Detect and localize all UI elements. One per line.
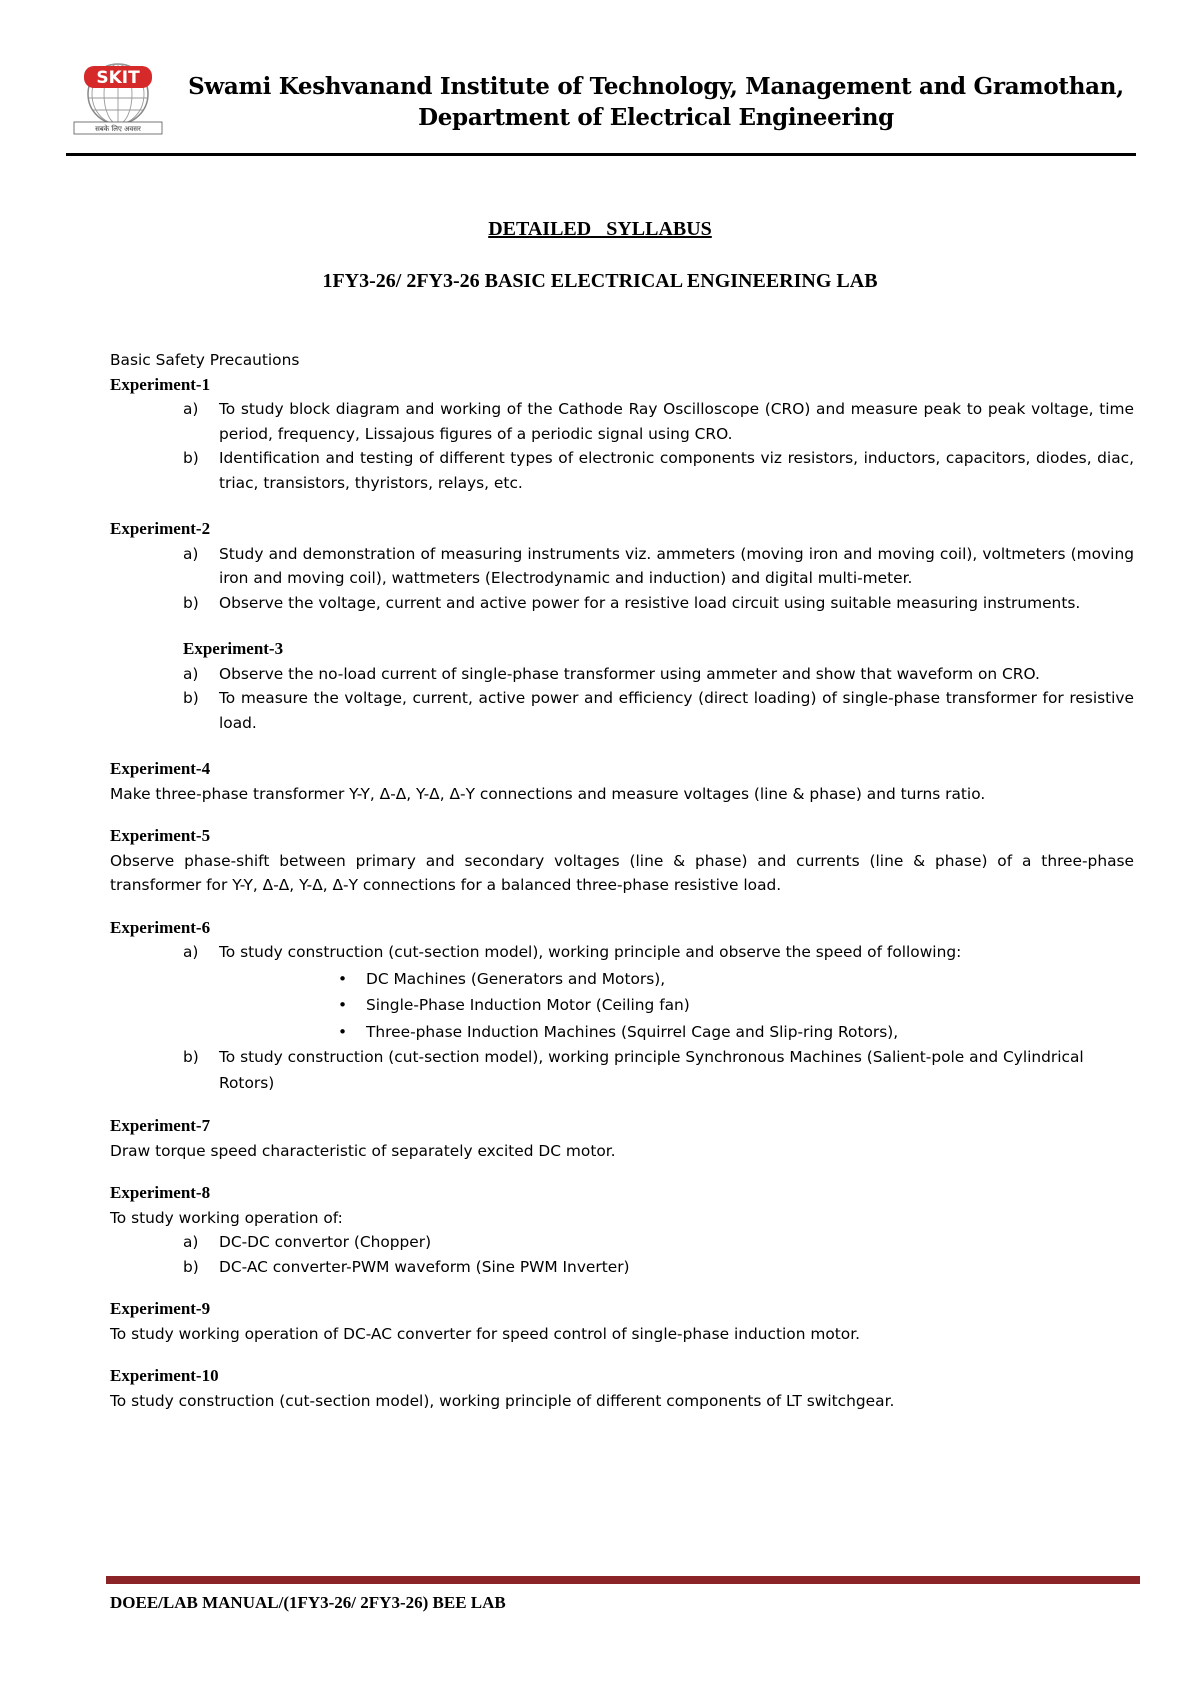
item-marker: a) bbox=[183, 943, 199, 961]
item-text: Observe the no-load current of single-phase transformer using ammeter and show that waveform on CRO. bbox=[219, 664, 1040, 683]
list-item bbox=[110, 1255, 1134, 1280]
item-text: To study block diagram and working of the Cathode Ray Oscilloscope (CRO) and measure peak to peak voltage, time period, frequency, Lissajous figures of a periodic signal using CRO. bbox=[219, 400, 1134, 443]
course-title: 1FY3-26/ 2FY3-26 BASIC ELECTRICAL ENGINEERING LAB bbox=[322, 270, 878, 292]
header-divider bbox=[66, 153, 1136, 156]
bullet-symbol: • bbox=[338, 996, 348, 1014]
institute-heading bbox=[176, 71, 1136, 133]
list-item bbox=[110, 940, 1134, 965]
item-text: DC-AC converter-PWM waveform (Sine PWM Inverter) bbox=[219, 1257, 630, 1276]
list-item bbox=[110, 397, 1134, 446]
list-item bbox=[110, 446, 1134, 495]
item-marker: a) bbox=[183, 664, 199, 683]
item-marker: b) bbox=[183, 1257, 199, 1276]
item-text: Study and demonstration of measuring instruments viz. ammeters (moving iron and moving coil), voltmeters (moving iron and moving coil), wattmeters (Electrodynamic and induction) and digital multi-meter. bbox=[219, 544, 1134, 587]
list-item bbox=[110, 591, 1134, 616]
item-text: To measure the voltage, current, active power and efficiency (direct loading) of single-phase transformer for resistive load. bbox=[219, 689, 1134, 732]
item-marker: b) bbox=[183, 1048, 199, 1066]
item-marker: a) bbox=[183, 1233, 199, 1251]
list-item bbox=[110, 1230, 1134, 1255]
item-text: DC-DC convertor (Chopper) bbox=[219, 1233, 432, 1251]
experiment-7-text: Draw torque speed characteristic of separately excited DC motor. bbox=[110, 1141, 616, 1160]
institute-name: Swami Keshvanand Institute of Technology, Management and Gramothan, bbox=[188, 73, 1124, 100]
bullet-symbol: • bbox=[338, 969, 348, 988]
item-text: Identification and testing of different types of electronic components viz resistors, inductors, capacitors, diodes, diac, triac, transistors, thyristors, relays, etc. bbox=[219, 449, 1134, 492]
item-marker: b) bbox=[183, 689, 199, 707]
bullet-item bbox=[110, 967, 1134, 992]
footer-divider bbox=[106, 1576, 1140, 1584]
experiment-4-heading: Experiment-4 bbox=[110, 759, 211, 778]
item-text: To study construction (cut-section model), working principle Synchronous Machines (Salient-pole and Cylindrical Rotors) bbox=[219, 1048, 1084, 1092]
item-marker: a) bbox=[183, 544, 199, 563]
item-text: Observe the voltage, current and active power for a resistive load circuit using suitable measuring instruments. bbox=[219, 593, 1081, 612]
bullet-item bbox=[110, 993, 1134, 1018]
logo-text: SKIT bbox=[96, 68, 140, 88]
experiment-6-heading: Experiment-6 bbox=[110, 917, 211, 937]
experiment-5-heading: Experiment-5 bbox=[110, 826, 211, 845]
bullet-text: DC Machines (Generators and Motors), bbox=[366, 969, 666, 988]
experiment-1-heading: Experiment-1 bbox=[110, 374, 211, 394]
experiment-2-heading: Experiment-2 bbox=[110, 519, 211, 538]
bullet-item bbox=[110, 1020, 1134, 1045]
experiment-7-heading: Experiment-7 bbox=[110, 1116, 211, 1135]
bullet-text: Single-Phase Induction Motor (Ceiling fan) bbox=[366, 996, 690, 1014]
page-title: DETAILED SYLLABUS bbox=[488, 218, 712, 240]
item-marker: a) bbox=[183, 400, 199, 418]
syllabus-content bbox=[110, 348, 1134, 1413]
list-item bbox=[110, 1044, 1134, 1096]
page-header bbox=[66, 52, 1136, 152]
intro-line: Basic Safety Precautions bbox=[110, 351, 300, 369]
list-item bbox=[110, 542, 1134, 591]
logo-tagline: सबके लिए अवसर bbox=[95, 125, 141, 133]
skit-logo bbox=[70, 56, 166, 138]
experiment-8-heading: Experiment-8 bbox=[110, 1183, 211, 1202]
bullet-symbol: • bbox=[338, 1022, 348, 1041]
page-footer: DOEE/LAB MANUAL/(1FY3-26/ 2FY3-26) BEE LAB bbox=[110, 1593, 506, 1612]
experiment-9-heading: Experiment-9 bbox=[110, 1299, 211, 1318]
experiment-10-text: To study construction (cut-section model), working principle of different components of LT switchgear. bbox=[110, 1391, 895, 1410]
item-text: To study construction (cut-section model), working principle and observe the speed of following: bbox=[219, 943, 962, 961]
list-item bbox=[110, 686, 1134, 735]
experiment-8-text: To study working operation of: bbox=[110, 1208, 343, 1227]
item-marker: b) bbox=[183, 449, 199, 467]
experiment-5-text: Observe phase-shift between primary and secondary voltages (line & phase) and currents (line & phase) of a three-phase transformer for Y-Y, Δ-Δ, Y-Δ, Δ-Y connections for a balanced three-phase resistive load. bbox=[110, 851, 1134, 894]
item-marker: b) bbox=[183, 593, 199, 612]
experiment-3-heading: Experiment-3 bbox=[183, 639, 284, 658]
experiment-9-text: To study working operation of DC-AC converter for speed control of single-phase induction motor. bbox=[110, 1324, 861, 1343]
bullet-text: Three-phase Induction Machines (Squirrel Cage and Slip-ring Rotors), bbox=[366, 1022, 899, 1041]
list-item bbox=[110, 662, 1134, 687]
experiment-4-text: Make three-phase transformer Y-Y, Δ-Δ, Y-Δ, Δ-Y connections and measure voltages (line & phase) and turns ratio. bbox=[110, 784, 986, 803]
experiment-10-heading: Experiment-10 bbox=[110, 1366, 219, 1385]
department-name: Department of Electrical Engineering bbox=[418, 104, 894, 131]
